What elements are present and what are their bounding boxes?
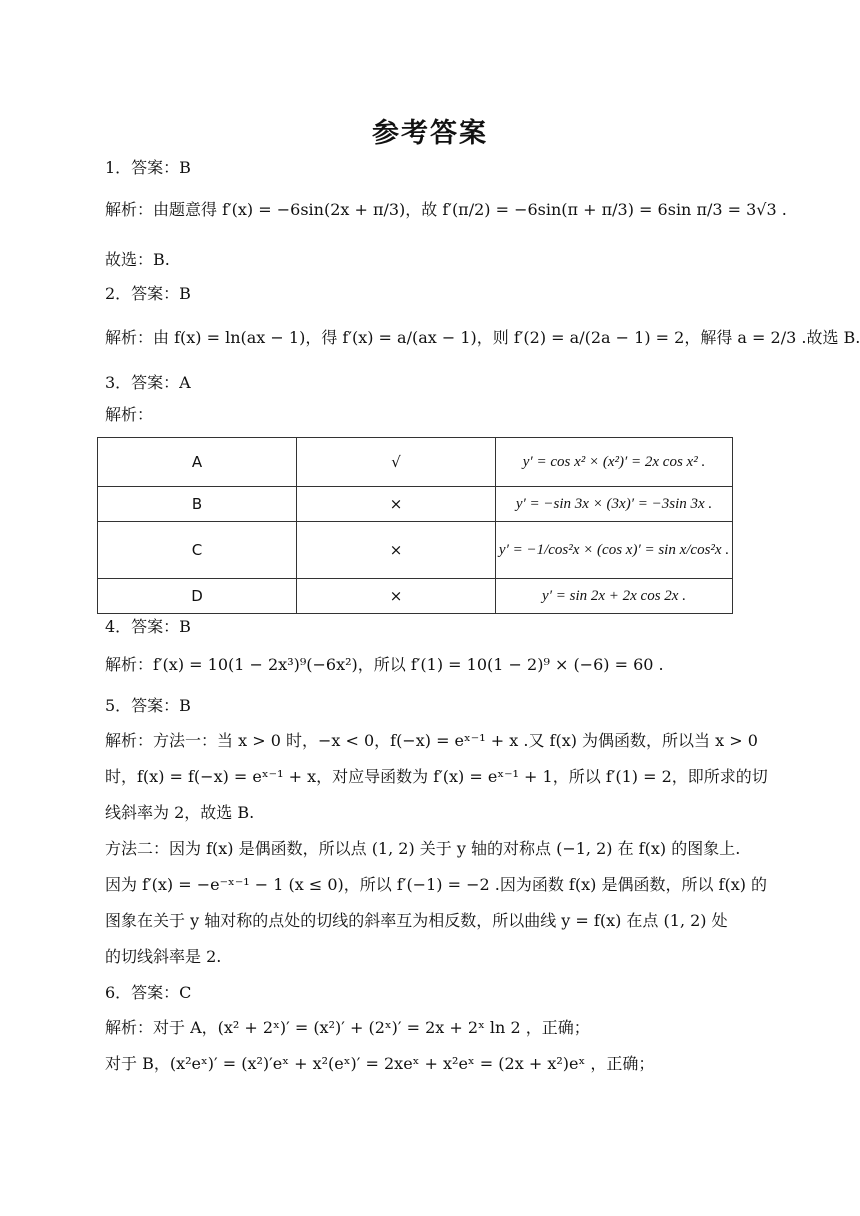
q5-line: 因为 f′(x) = −e⁻ˣ⁻¹ − 1 (x ≤ 0)，所以 f′(−1) = −2 .因为函数 f(x) 是偶函数，所以 f(x) 的 (105, 875, 768, 894)
q4-answer: 4．答案：B (105, 617, 191, 636)
option-cell: B (98, 487, 297, 522)
q1-answer: 1．答案：B (105, 158, 191, 177)
q5-line: 方法二：因为 f(x) 是偶函数，所以点 (1, 2) 关于 y 轴的对称点 (−1, 2) 在 f(x) 的图象上. (105, 839, 741, 858)
page-title: 参考答案 (372, 118, 488, 149)
mark-cell: × (297, 579, 496, 614)
q3-option-table (97, 437, 733, 614)
option-cell: D (98, 579, 297, 614)
q2-answer: 2．答案：B (105, 284, 191, 303)
q5-line: 时，f(x) = f(−x) = eˣ⁻¹ + x，对应导函数为 f′(x) = eˣ⁻¹ + 1，所以 f′(1) = 2，即所求的切 (105, 767, 768, 786)
option-cell: A (98, 438, 297, 487)
q6-line: 解析：对于 A，(x² + 2ˣ)′ = (x²)′ + (2ˣ)′ = 2x + 2ˣ ln 2 ，正确； (105, 1018, 590, 1037)
table-row (98, 438, 733, 487)
q5-line: 线斜率为 2，故选 B. (105, 803, 255, 822)
q1-analysis: 解析：由题意得 f′(x) = −6sin(2x + π/3)，故 f′(π/2) = −6sin(π + π/3) = 6sin π/3 = 3√3 . (105, 200, 787, 219)
option-cell: C (98, 522, 297, 579)
q5-line: 图象在关于 y 轴对称的点处的切线的斜率互为相反数，所以曲线 y = f(x) 在点 (1, 2) 处 (105, 911, 728, 930)
formula-cell: y′ = −sin 3x × (3x)′ = −3sin 3x . (496, 487, 733, 522)
mark-cell: × (297, 487, 496, 522)
q4-analysis: 解析：f′(x) = 10(1 − 2x³)⁹(−6x²)，所以 f′(1) = 10(1 − 2)⁹ × (−6) = 60 . (105, 655, 664, 674)
q6-answer: 6．答案：C (105, 983, 192, 1002)
q5-answer: 5．答案：B (105, 696, 191, 715)
formula-cell: y′ = cos x² × (x²)′ = 2x cos x² . (496, 438, 733, 487)
q5-line: 的切线斜率是 2. (105, 947, 222, 966)
table-row (98, 487, 733, 522)
table-row (98, 522, 733, 579)
q1-conclusion: 故选：B. (105, 250, 170, 269)
table-row (98, 579, 733, 614)
q3-analysis-label: 解析： (105, 405, 154, 424)
mark-cell: × (297, 522, 496, 579)
q3-answer: 3．答案：A (105, 373, 191, 392)
q2-analysis: 解析：由 f(x) = ln(ax − 1)，得 f′(x) = a/(ax − 1)，则 f′(2) = a/(2a − 1) = 2，解得 a = 2/3 .故选 B. (105, 328, 860, 347)
formula-cell: y′ = sin 2x + 2x cos 2x . (496, 579, 733, 614)
q6-line: 对于 B，(x²eˣ)′ = (x²)′eˣ + x²(eˣ)′ = 2xeˣ + x²eˣ = (2x + x²)eˣ ，正确； (105, 1054, 655, 1073)
mark-cell: √ (297, 438, 496, 487)
q5-line: 解析：方法一：当 x > 0 时，−x < 0，f(−x) = eˣ⁻¹ + x .又 f(x) 为偶函数，所以当 x > 0 (105, 731, 758, 750)
formula-cell: y′ = −1/cos²x × (cos x)′ = sin x/cos²x . (496, 522, 733, 579)
